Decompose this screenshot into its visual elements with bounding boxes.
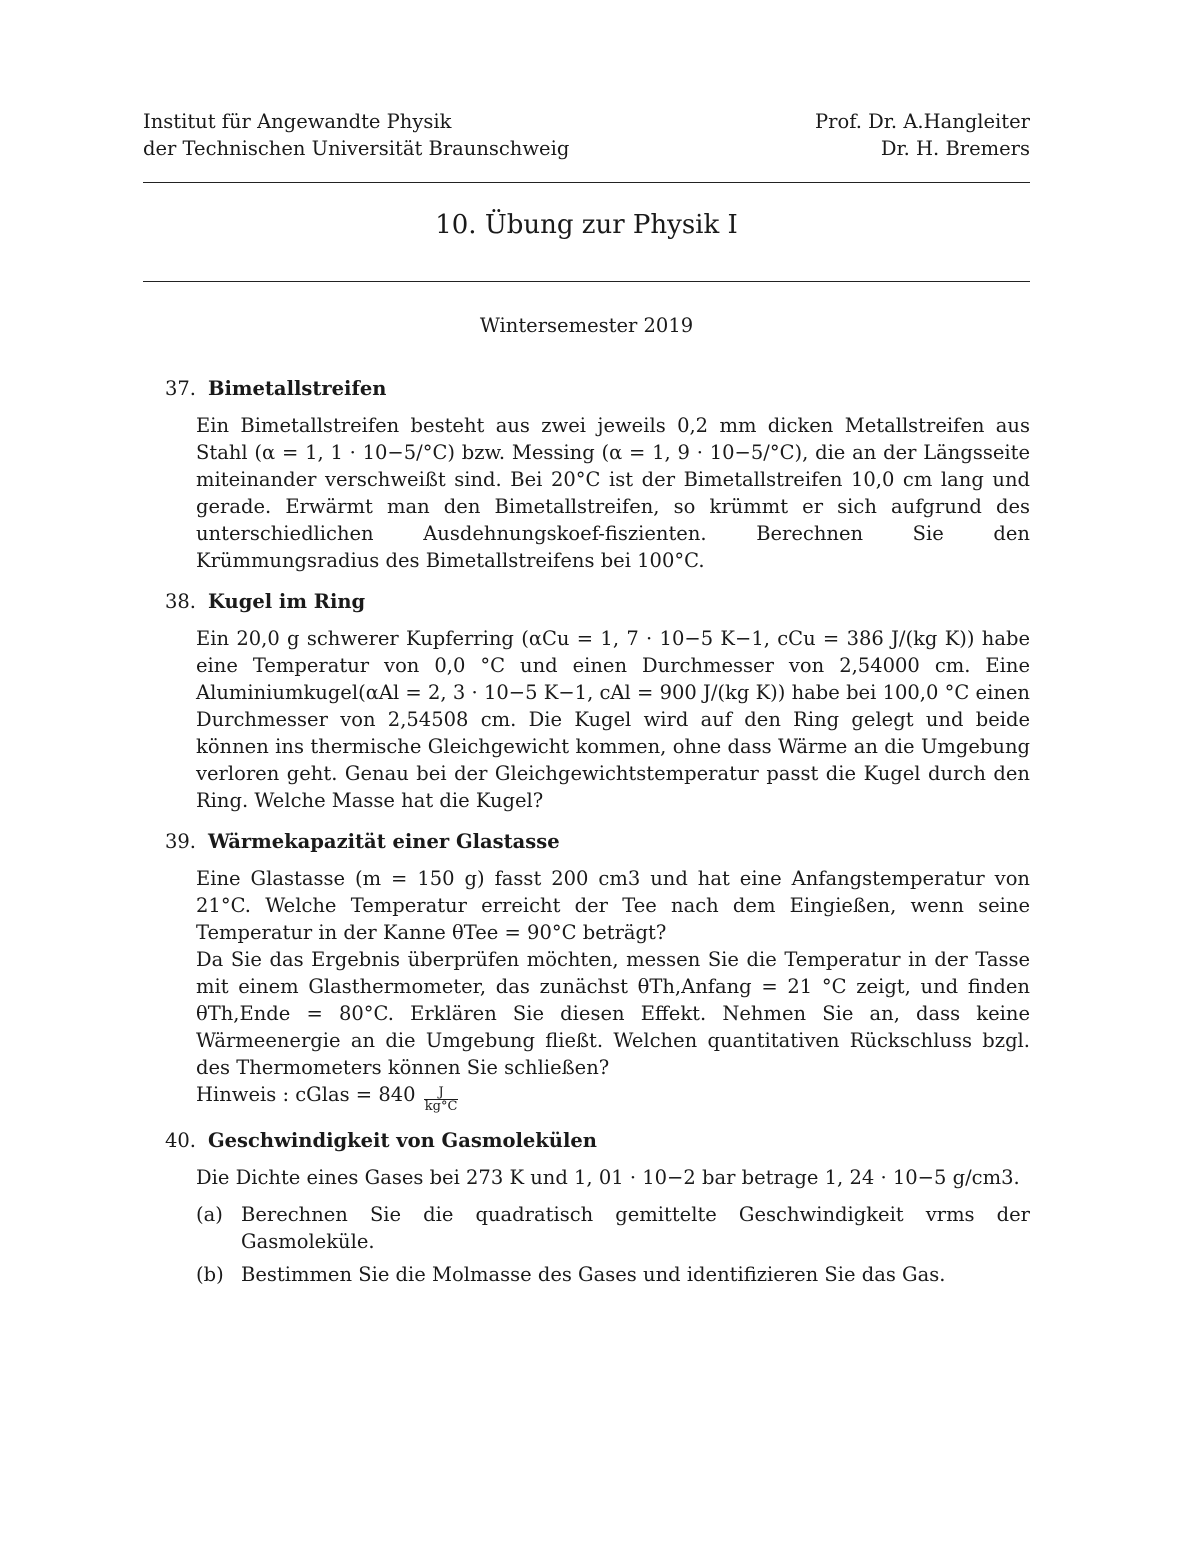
problem-37 xyxy=(143,375,1030,574)
subtask-text: Bestimmen Sie die Molmasse des Gases und identifizieren Sie das Gas. xyxy=(241,1263,946,1286)
lecturer-block xyxy=(815,108,1030,162)
professor-name: Prof. Dr. A.Hangleiter xyxy=(815,110,1030,133)
divider-bottom xyxy=(143,281,1030,282)
institute-block xyxy=(143,108,569,162)
problem-text: Ein Bimetallstreifen besteht aus zwei jeweils 0,2 mm dicken Metallstreifen aus Stahl (α = 1, 1 · 10−5/°C) bzw. Messing (α = 1, 9 · 10−5/°C), die an der Längsseite miteinander verschweißt sind. Bei 20°C ist der Bimetallstreifen 10,0 cm lang und gerade. Erwärmt man den Bimetallstreifen, so krümmt er sich aufgrund des unterschiedlichen Ausdehnungskoef-fiszienten. Berechnen Sie den Krümmungsradius des Bimetallstreifens bei 100°C. xyxy=(196,414,1030,572)
subtask-item xyxy=(196,1201,1030,1255)
subtask-item xyxy=(196,1261,1030,1288)
problem-number: 39. xyxy=(164,830,196,853)
problem-text-part1: Eine Glastasse (m = 150 g) fasst 200 cm3 und hat eine Anfangstemperatur von 21°C. Welche Temperatur erreicht der Tee nach dem Eingießen, wenn seine Temperatur in der Kanne θTee = 90°C beträgt? xyxy=(196,867,1030,944)
problem-title: Geschwindigkeit von Gasmolekülen xyxy=(208,1129,597,1152)
hint-prefix: Hinweis : cGlas = 840 xyxy=(196,1083,416,1106)
problem-number: 38. xyxy=(164,590,196,613)
sheet-header xyxy=(143,108,1030,162)
subtask-label: (a) xyxy=(196,1203,223,1226)
problem-text: Ein 20,0 g schwerer Kupferring (αCu = 1, 7 · 10−5 K−1, cCu = 386 J/(kg K)) habe eine Temperatur von 0,0 °C und einen Durchmesser von 2,54000 cm. Eine Aluminiumkugel(αAl = 2, 3 · 10−5 K−1, cAl = 900 J/(kg K)) habe bei 100,0 °C einen Durchmesser von 2,54508 cm. Die Kugel wird auf den Ring gelegt und beide können ins thermische Gleichgewicht kommen, ohne dass Wärme an die Umgebung verloren geht. Genau bei der Gleichgewichtstemperatur passt die Kugel durch den Ring. Welche Masse hat die Kugel? xyxy=(196,627,1030,812)
problem-hint xyxy=(196,1081,1030,1113)
institute-name: Institut für Angewandte Physik xyxy=(143,110,452,133)
subtask-label: (b) xyxy=(196,1263,224,1286)
problem-title: Kugel im Ring xyxy=(208,590,366,613)
sheet-title: 10. Übung zur Physik I xyxy=(435,210,738,240)
university-name: der Technischen Universität Braunschweig xyxy=(143,137,570,160)
problem-text: Die Dichte eines Gases bei 273 K und 1, 01 · 10−2 bar betrage 1, 24 · 10−5 g/cm3. xyxy=(196,1166,1020,1189)
problem-text-part2: Da Sie das Ergebnis überprüfen möchten, messen Sie die Temperatur in der Tasse mit einem Glasthermometer, das zunächst θTh,Anfang = 21 °C zeigt, und finden θTh,Ende = 80°C. Erklären Sie diesen Effekt. Nehmen Sie an, dass keine Wärmeenergie an die Umgebung fließt. Welchen quantitativen Rückschluss bzgl. des Thermometers können Sie schließen? xyxy=(196,948,1030,1079)
divider-top xyxy=(143,182,1030,183)
hint-unit-fraction xyxy=(424,1086,459,1113)
assistant-name: Dr. H. Bremers xyxy=(880,137,1030,160)
problem-number: 37. xyxy=(164,377,196,400)
problem-number: 40. xyxy=(164,1129,196,1152)
hint-unit-denominator: kg°C xyxy=(424,1099,458,1114)
problem-title: Bimetallstreifen xyxy=(208,377,387,400)
semester-label: Wintersemester 2019 xyxy=(479,314,694,337)
subtask-list xyxy=(196,1201,1030,1288)
problem-39 xyxy=(143,828,1030,1113)
exercise-sheet xyxy=(143,108,1030,1294)
problem-38 xyxy=(143,588,1030,814)
problem-title: Wärmekapazität einer Glastasse xyxy=(208,830,560,853)
problem-40 xyxy=(143,1127,1030,1288)
hint-unit-numerator: J xyxy=(424,1086,459,1100)
subtask-text: Berechnen Sie die quadratisch gemittelte Geschwindigkeit vrms der Gasmoleküle. xyxy=(241,1203,1030,1253)
